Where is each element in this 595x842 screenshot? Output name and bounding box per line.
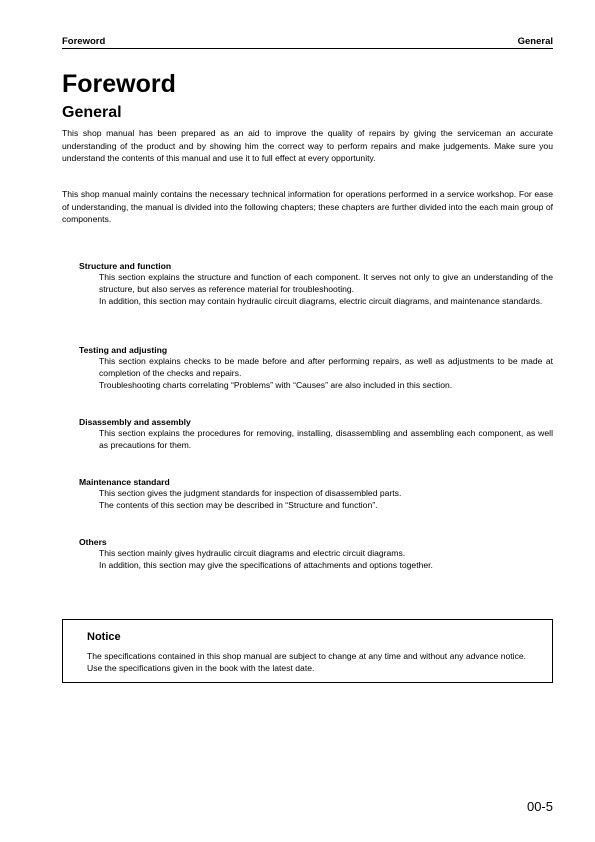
chapter-title: Disassembly and assembly	[79, 417, 191, 427]
intro-paragraph: This shop manual has been prepared as an aid to improve the quality of repairs by giving the serviceman an accurate understanding of the product and by showing him the correct way to perform repairs and make judgements. Make sure you understand the contents of this manual and use it to full effect at every opportunity.	[62, 128, 553, 164]
chapter-description: This section mainly gives hydraulic circuit diagrams and electric circuit diagrams.	[99, 548, 406, 559]
notice-title: Notice	[87, 631, 121, 643]
chapter-title: Structure and function	[79, 261, 172, 271]
chapter-disassembly-and-assembly	[79, 416, 553, 452]
chapter-description: Troubleshooting charts correlating “Problems” with “Causes” are also included in this section.	[99, 379, 453, 390]
header-section-label: General	[517, 36, 553, 47]
chapter-description: In addition, this section may give the specifications of attachments and options together.	[99, 560, 433, 570]
chapter-testing-and-adjusting	[79, 344, 553, 391]
chapter-description: The contents of this section may be described in “Structure and function”.	[99, 500, 378, 510]
chapter-title: Testing and adjusting	[79, 345, 168, 355]
page-title: Foreword	[62, 70, 176, 98]
chapter-description: This section explains the structure and function of each component. It serves not only to give an understanding of the structure, but also serves as reference material for troubleshooting.	[99, 272, 553, 294]
page-number: 00-5	[526, 799, 553, 814]
chapter-description: This section gives the judgment standards for inspection of disassembled parts.	[99, 488, 402, 499]
chapter-description: This section explains checks to be made before and after performing repairs, as well as adjustments to be made at completion of the checks and repairs.	[99, 356, 553, 378]
running-header	[62, 36, 553, 49]
chapter-others	[79, 536, 553, 572]
chapter-title: Maintenance standard	[79, 477, 170, 487]
section-title: General	[62, 104, 122, 121]
contents-paragraph: This shop manual mainly contains the necessary technical information for operations performed in a service workshop. For ease of understanding, the manual is divided into the following chapters; these chapters are further divided into the each main group of components.	[62, 189, 553, 225]
header-chapter-label: Foreword	[62, 36, 106, 47]
chapter-description: This section explains the procedures for removing, installing, disassembling and assembling each component, as well as precautions for them.	[99, 428, 553, 450]
chapter-description: In addition, this section may contain hydraulic circuit diagrams, electric circuit diagrams, and maintenance standards.	[99, 295, 543, 306]
notice-text: The specifications contained in this shop manual are subject to change at any time and without any advance notice. Use the specifications given in the book with the latest date.	[87, 651, 527, 674]
chapter-maintenance-standard	[79, 476, 553, 512]
chapter-structure-and-function	[79, 260, 553, 307]
notice-box	[62, 619, 553, 683]
chapter-title: Others	[79, 537, 107, 547]
